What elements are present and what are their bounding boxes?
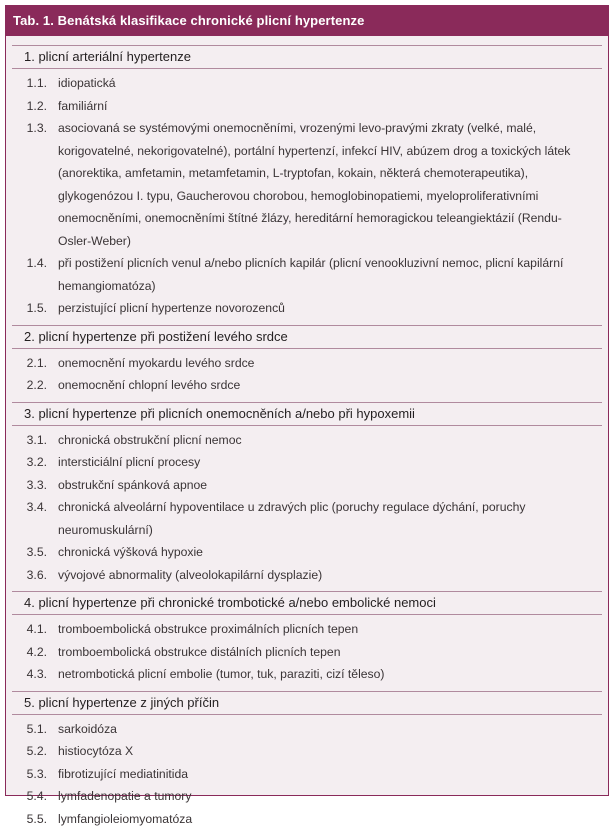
- item-number: 3.6.: [6, 564, 58, 587]
- list-item: [6, 451, 608, 474]
- item-text: chronická obstrukční plicní nemoc: [58, 429, 608, 452]
- section-heading: 1. plicní arteriální hypertenze: [12, 45, 602, 69]
- section-heading: 5. plicní hypertenze z jiných příčin: [12, 691, 602, 715]
- list-item: [6, 252, 608, 297]
- list-item: [6, 718, 608, 741]
- table-content: [6, 36, 608, 835]
- list-item: [6, 541, 608, 564]
- list-item: [6, 496, 608, 541]
- item-number: 5.5.: [6, 808, 58, 831]
- section-items: [6, 615, 608, 691]
- list-item: [6, 641, 608, 664]
- list-item: [6, 663, 608, 686]
- list-item: [6, 564, 608, 587]
- list-item: [6, 352, 608, 375]
- item-number: 1.2.: [6, 95, 58, 118]
- list-item: [6, 785, 608, 808]
- item-text: chronická alveolární hypoventilace u zdravých plic (poruchy regulace dýchání, poruchy neuromuskulární): [58, 496, 608, 541]
- section-heading: 4. plicní hypertenze při chronické trombotické a/nebo embolické nemoci: [12, 591, 602, 615]
- item-number: 1.1.: [6, 72, 58, 95]
- item-number: 3.5.: [6, 541, 58, 564]
- item-number: 5.3.: [6, 763, 58, 786]
- item-number: 2.2.: [6, 374, 58, 397]
- list-item: [6, 618, 608, 641]
- item-text: lymfangioleiomyomatóza: [58, 808, 608, 831]
- item-text: při postižení plicních venul a/nebo plicních kapilár (plicní venookluzivní nemoc, plicní kapilární hemangiomatóza): [58, 252, 608, 297]
- item-text: onemocnění chlopní levého srdce: [58, 374, 608, 397]
- item-text: netrombotická plicní embolie (tumor, tuk, paraziti, cizí těleso): [58, 663, 608, 686]
- list-item: [6, 474, 608, 497]
- item-number: 3.1.: [6, 429, 58, 452]
- item-text: lymfadenopatie a tumory: [58, 785, 608, 808]
- item-number: 5.1.: [6, 718, 58, 741]
- classification-table: [5, 5, 609, 796]
- list-item: [6, 808, 608, 831]
- item-number: 1.4.: [6, 252, 58, 297]
- item-number: 4.3.: [6, 663, 58, 686]
- item-number: 1.5.: [6, 297, 58, 320]
- item-number: 3.4.: [6, 496, 58, 541]
- item-number: 5.2.: [6, 740, 58, 763]
- list-item: [6, 429, 608, 452]
- item-text: fibrotizující mediatinitida: [58, 763, 608, 786]
- item-text: idiopatická: [58, 72, 608, 95]
- item-text: intersticiální plicní procesy: [58, 451, 608, 474]
- item-text: histiocytóza X: [58, 740, 608, 763]
- item-text: tromboembolická obstrukce distálních plicních tepen: [58, 641, 608, 664]
- list-item: [6, 72, 608, 95]
- section-items: [6, 426, 608, 592]
- section-heading: 2. plicní hypertenze při postižení levého srdce: [12, 325, 602, 349]
- item-number: 3.3.: [6, 474, 58, 497]
- section-heading: 3. plicní hypertenze při plicních onemocněních a/nebo při hypoxemii: [12, 402, 602, 426]
- list-item: [6, 763, 608, 786]
- list-item: [6, 374, 608, 397]
- item-number: 4.2.: [6, 641, 58, 664]
- item-number: 5.4.: [6, 785, 58, 808]
- item-number: 2.1.: [6, 352, 58, 375]
- section-items: [6, 349, 608, 402]
- list-item: [6, 117, 608, 252]
- item-text: chronická výšková hypoxie: [58, 541, 608, 564]
- item-text: asociovaná se systémovými onemocněními, vrozenými levo-pravými zkraty (velké, malé, korigovatelné, nekorigovatelné), portální hypertenzí, infekcí HIV, abúzem drog a toxických látek (anorektika, amfetamin, metamfetamin, L-tryptofan, kokain, některá chemoterapeutika), glykogenózou I. typu, Gaucherovou chorobou, hemoglobinopatiemi, myeloproliferativními onemocněními, onemocněními štítné žlázy, hereditární hemoragickou teleangiektázií (Rendu-Osler-Weber): [58, 117, 608, 252]
- item-number: 3.2.: [6, 451, 58, 474]
- list-item: [6, 740, 608, 763]
- list-item: [6, 95, 608, 118]
- item-number: 4.1.: [6, 618, 58, 641]
- item-text: perzistující plicní hypertenze novorozenců: [58, 297, 608, 320]
- item-number: 1.3.: [6, 117, 58, 252]
- item-text: tromboembolická obstrukce proximálních plicních tepen: [58, 618, 608, 641]
- list-item: [6, 297, 608, 320]
- item-text: familiární: [58, 95, 608, 118]
- item-text: obstrukční spánková apnoe: [58, 474, 608, 497]
- item-text: vývojové abnormality (alveolokapilární dysplazie): [58, 564, 608, 587]
- section-items: [6, 69, 608, 325]
- item-text: sarkoidóza: [58, 718, 608, 741]
- section-items: [6, 715, 608, 835]
- table-title: Tab. 1. Benátská klasifikace chronické plicní hypertenze: [6, 6, 608, 36]
- item-text: onemocnění myokardu levého srdce: [58, 352, 608, 375]
